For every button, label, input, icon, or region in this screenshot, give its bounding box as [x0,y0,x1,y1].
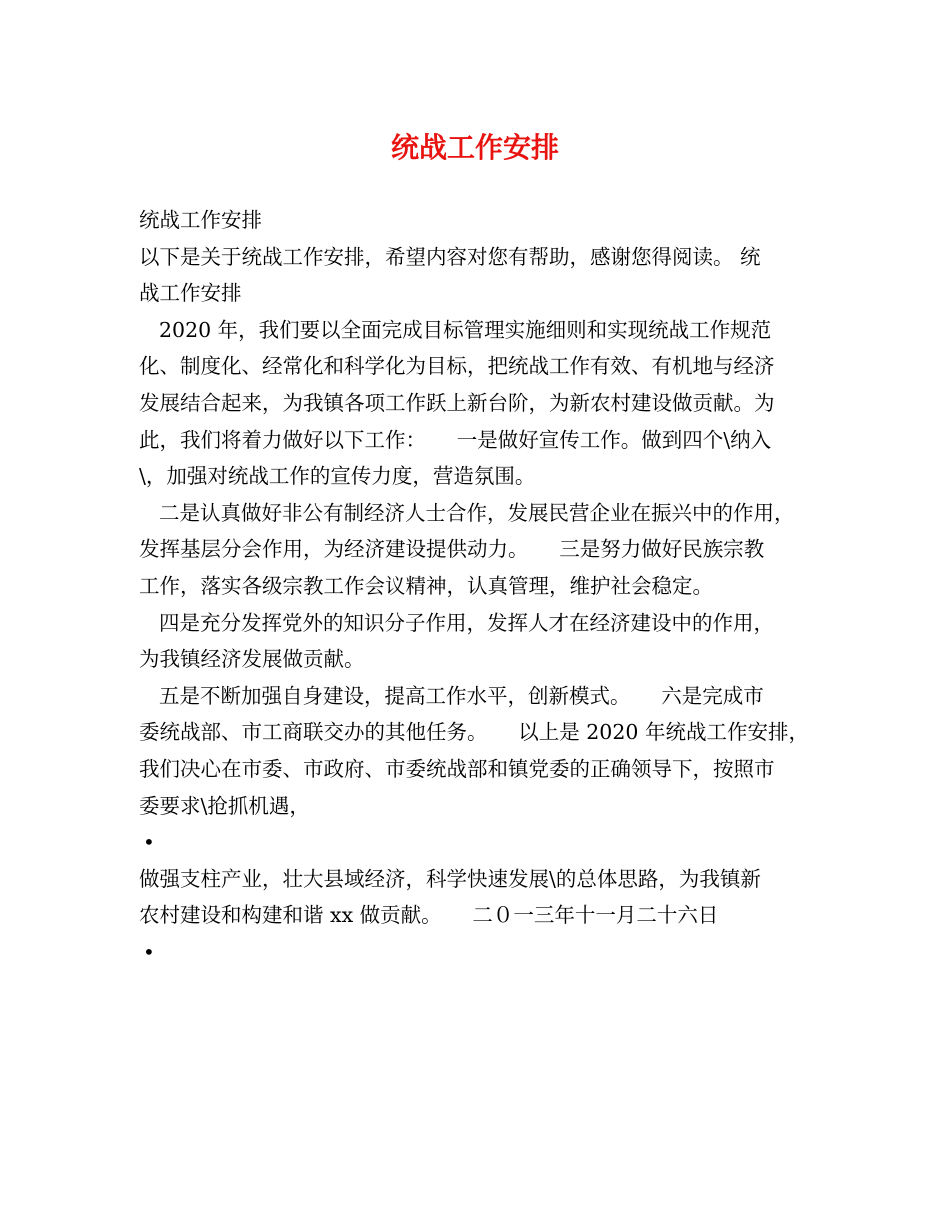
body-line: 做强支柱产业，壮大县域经济，科学快速发展\的总体思路，为我镇新 [139,866,761,891]
body-line: \，加强对统战工作的宣传力度，营造氛围。 [139,464,536,489]
body-line: 委要求\抢抓机遇， [139,793,310,818]
body-line: 发展结合起来，为我镇各项工作跃上新台阶，为新农村建设做贡献。为 [139,390,775,415]
body-line: 五是不断加强自身建设，提高工作水平，创新模式。 六是完成市 [159,683,764,708]
body-line: 发挥基层分会作用，为经济建设提供动力。 三是努力做好民族宗教 [139,537,765,562]
document-body [139,202,829,970]
body-line: 工作，落实各级宗教工作会议精神，认真管理，维护社会稳定。 [139,573,713,598]
body-line: 战工作安排 [139,281,242,306]
body-line: 四是充分发挥党外的知识分子作用，发挥人才在经济建设中的作用， [159,610,774,635]
body-line: 此，我们将着力做好以下工作： 一是做好宣传工作。做到四个\纳入 [139,427,772,452]
body-line: 2020 年，我们要以全面完成目标管理实施细则和实现统战工作规范 [159,317,772,342]
body-line: 以下是关于统战工作安排，希望内容对您有帮助，感谢您得阅读。 统 [139,244,761,269]
document-title: 统战工作安排 [390,131,559,164]
bullet-marker: • [143,939,155,964]
bullet-marker: • [143,830,155,855]
body-line: 委统战部、市工商联交办的其他任务。 以上是 2020 年统战工作安排， [139,720,809,745]
body-line: 我们决心在市委、市政府、市委统战部和镇党委的正确领导下，按照市 [139,756,775,781]
body-line: 为我镇经济发展做贡献。 [139,647,365,672]
body-line: 农村建设和构建和谐 xx 做贡献。 二０一三年十一月二十六日 [139,903,719,928]
body-line: 统战工作安排 [139,208,262,232]
body-line: 二是认真做好非公有制经济人士合作，发展民营企业在振兴中的作用， [159,500,795,525]
body-line: 化、制度化、经常化和科学化为目标，把统战工作有效、有机地与经济 [139,354,775,379]
